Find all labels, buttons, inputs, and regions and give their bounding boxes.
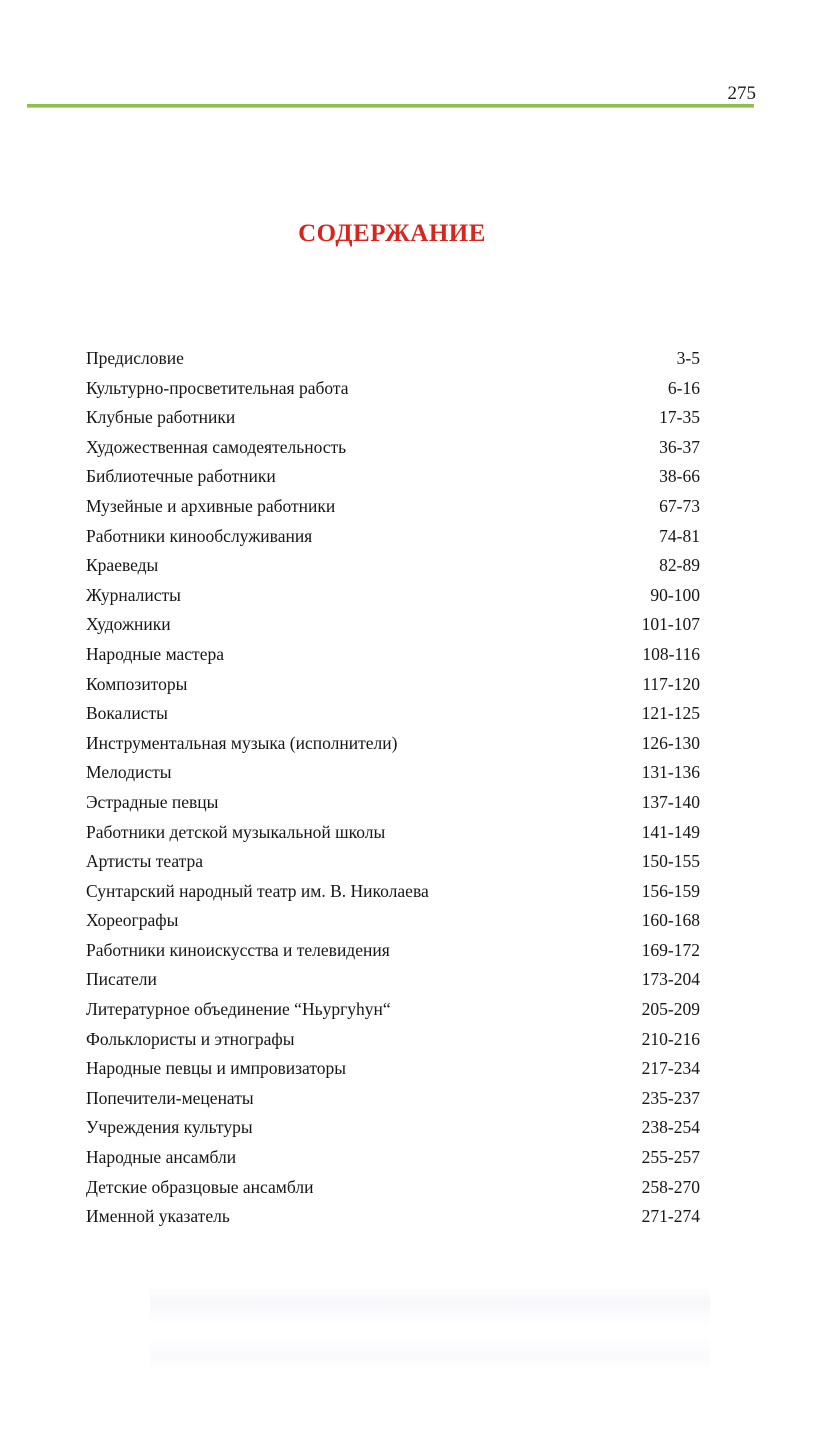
toc-entry [86, 374, 700, 404]
toc-entry-pages: 235-237 [641, 1087, 700, 1108]
toc-entry [86, 462, 700, 492]
toc-entry-pages: 137-140 [641, 791, 700, 812]
toc-entry [86, 729, 700, 759]
toc-entry [86, 492, 700, 522]
bleed-through [150, 1338, 710, 1372]
toc-entry [86, 1202, 700, 1232]
toc-entry [86, 818, 700, 848]
toc-entry [86, 995, 700, 1025]
toc-entry-title: Мелодисты [86, 762, 172, 783]
toc-entry-title: Работники детской музыкальной школы [86, 821, 386, 842]
toc-entry-pages: 90-100 [650, 584, 700, 605]
toc-entry [86, 433, 700, 463]
toc-entry-pages: 160-168 [641, 910, 700, 931]
toc-entry-title: Попечители-меценаты [86, 1087, 254, 1108]
toc-entry [86, 403, 700, 433]
toc-entry-pages: 3-5 [676, 348, 700, 368]
toc-entry [86, 788, 700, 818]
toc-entry [86, 847, 700, 877]
toc-entry [86, 551, 700, 581]
toc-entry-pages: 117-120 [642, 673, 700, 694]
toc-entry-title: Фольклористы и этнографы [86, 1028, 295, 1049]
toc-entry-title: Культурно-просветительная работа [86, 377, 349, 398]
toc-entry-title: Предисловие [86, 348, 184, 368]
toc-entry-title: Музейные и архивные работники [86, 495, 336, 516]
toc-entry-title: Сунтарский народный театр им. В. Николаева [86, 880, 429, 901]
toc-entry-title: Журналисты [86, 584, 181, 605]
toc-entry-pages: 108-116 [642, 643, 700, 664]
page-title: СОДЕРЖАНИЕ [298, 220, 486, 247]
toc-entry [86, 877, 700, 907]
toc-entry-pages: 101-107 [641, 614, 700, 635]
toc-entry-pages: 258-270 [641, 1176, 700, 1197]
toc-entry-title: Работники киноискусства и телевидения [86, 939, 390, 960]
toc-entry [86, 670, 700, 700]
toc-entry-title: Артисты театра [86, 851, 204, 872]
toc-entry-pages: 271-274 [641, 1206, 700, 1227]
toc-entry-pages: 217-234 [641, 1058, 700, 1079]
toc-entry-title: Эстрадные певцы [86, 791, 219, 812]
toc-entry-title: Детские образцовые ансамбли [86, 1176, 314, 1197]
bleed-through [150, 1286, 710, 1326]
toc-entry-pages: 173-204 [641, 969, 700, 990]
toc-entry-title: Народные мастера [86, 643, 224, 664]
header-rule [27, 104, 754, 107]
toc-entry-pages: 74-81 [659, 525, 700, 546]
toc-entry-title: Композиторы [86, 673, 188, 694]
toc-entry [86, 522, 700, 552]
toc-entry-pages: 156-159 [641, 880, 700, 901]
toc-entry [86, 1054, 700, 1084]
toc-entry-pages: 82-89 [659, 555, 700, 576]
toc-entry-title: Писатели [86, 969, 157, 990]
toc-entry-pages: 67-73 [659, 495, 700, 516]
toc-entry-pages: 141-149 [641, 821, 700, 842]
toc-entry-pages: 6-16 [667, 377, 700, 398]
table-of-contents [86, 344, 700, 1232]
toc-entry-title: Вокалисты [86, 703, 168, 724]
toc-entry-title: Народные певцы и импровизаторы [86, 1058, 347, 1079]
toc-entry-pages: 205-209 [641, 999, 700, 1020]
toc-entry [86, 1143, 700, 1173]
toc-entry [86, 1084, 700, 1114]
toc-entry [86, 640, 700, 670]
toc-entry-title: Работники кинообслуживания [86, 525, 313, 546]
toc-entry-pages: 169-172 [641, 939, 700, 960]
toc-entry-pages: 17-35 [659, 407, 700, 428]
toc-entry [86, 758, 700, 788]
toc-entry-title: Художники [86, 614, 171, 635]
toc-entry-title: Краеведы [86, 555, 159, 576]
toc-entry [86, 699, 700, 729]
toc-entry [86, 610, 700, 640]
toc-entry [86, 936, 700, 966]
toc-entry-pages: 255-257 [641, 1147, 700, 1168]
toc-entry-pages: 210-216 [641, 1028, 700, 1049]
toc-entry-pages: 126-130 [641, 732, 700, 753]
toc-entry-title: Народные ансамбли [86, 1147, 237, 1168]
toc-entry-pages: 121-125 [641, 703, 700, 724]
toc-entry-title: Инструментальная музыка (исполнители) [86, 732, 398, 753]
toc-entry [86, 1113, 700, 1143]
toc-entry [86, 344, 700, 374]
toc-entry [86, 1173, 700, 1203]
toc-entry-pages: 150-155 [641, 851, 700, 872]
toc-entry-title: Литературное объединение “Ньургуhун“ [86, 999, 391, 1020]
toc-entry-title: Именной указатель [86, 1206, 230, 1227]
toc-entry-title: Хореографы [86, 910, 179, 931]
page-number: 275 [727, 83, 756, 104]
toc-entry-title: Клубные работники [86, 407, 236, 428]
toc-entry-pages: 36-37 [659, 436, 700, 457]
toc-entry-pages: 131-136 [641, 762, 700, 783]
toc-entry [86, 581, 700, 611]
toc-entry [86, 906, 700, 936]
toc-entry-pages: 38-66 [659, 466, 700, 487]
toc-entry [86, 965, 700, 995]
toc-entry-title: Библиотечные работники [86, 466, 276, 487]
toc-entry-title: Художественная самодеятельность [86, 436, 347, 457]
toc-entry-title: Учреждения культуры [86, 1117, 253, 1138]
toc-entry-pages: 238-254 [641, 1117, 700, 1138]
toc-entry [86, 1025, 700, 1055]
